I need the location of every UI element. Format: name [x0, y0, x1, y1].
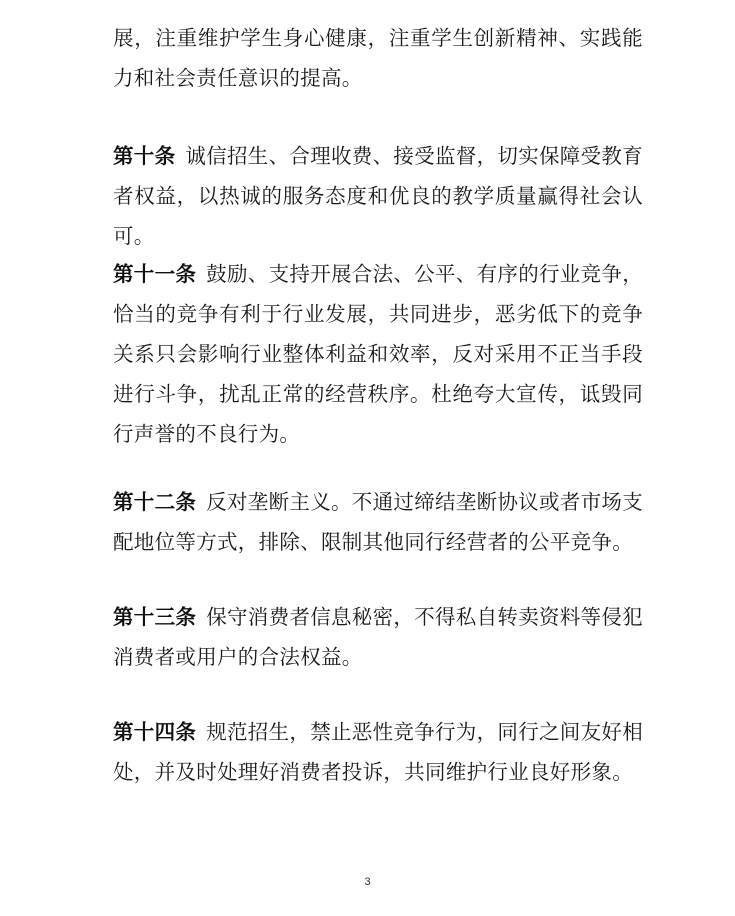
article-11 [113, 254, 643, 454]
article-text: 鼓励、支持开展合法、公平、有序的行业竞争，恰当的竞争有利于行业发展，共同进步，恶劣低下的竞争关系只会影响行业整体利益和效率，反对采用不正当手段进行斗争，扰乱正常的经营秩序。杜绝夸大宣传，诋毁同行声誉的不良行为。 [113, 262, 644, 446]
article-text: 诚信招生、合理收费、接受监督，切实保障受教育者权益，以热诚的服务态度和优良的教学质量赢得社会认可。 [113, 144, 644, 248]
paragraph-text: 展，注重维护学生身心健康，注重学生创新精神、实践能力和社会责任意识的提高。 [113, 26, 643, 90]
article-text: 保守消费者信息秘密，不得私自转卖资料等侵犯消费者或用户的合法权益。 [113, 605, 644, 669]
paragraph-continuation [113, 18, 643, 98]
article-14 [113, 712, 643, 792]
article-number: 第十四条 [113, 720, 197, 744]
page-number: 3 [364, 876, 371, 888]
article-number: 第十三条 [113, 605, 197, 629]
article-10 [113, 136, 643, 256]
article-text: 反对垄断主义。不通过缔结垄断协议或者市场支配地位等方式，排除、限制其他同行经营者的公平竞争。 [113, 490, 644, 554]
article-number: 第十一条 [113, 262, 197, 286]
article-text: 规范招生，禁止恶性竞争行为，同行之间友好相处，并及时处理好消费者投诉，共同维护行业良好形象。 [113, 720, 644, 784]
article-13 [113, 597, 643, 677]
article-number: 第十条 [113, 144, 176, 168]
article-number: 第十二条 [113, 490, 197, 514]
article-12 [113, 482, 643, 562]
